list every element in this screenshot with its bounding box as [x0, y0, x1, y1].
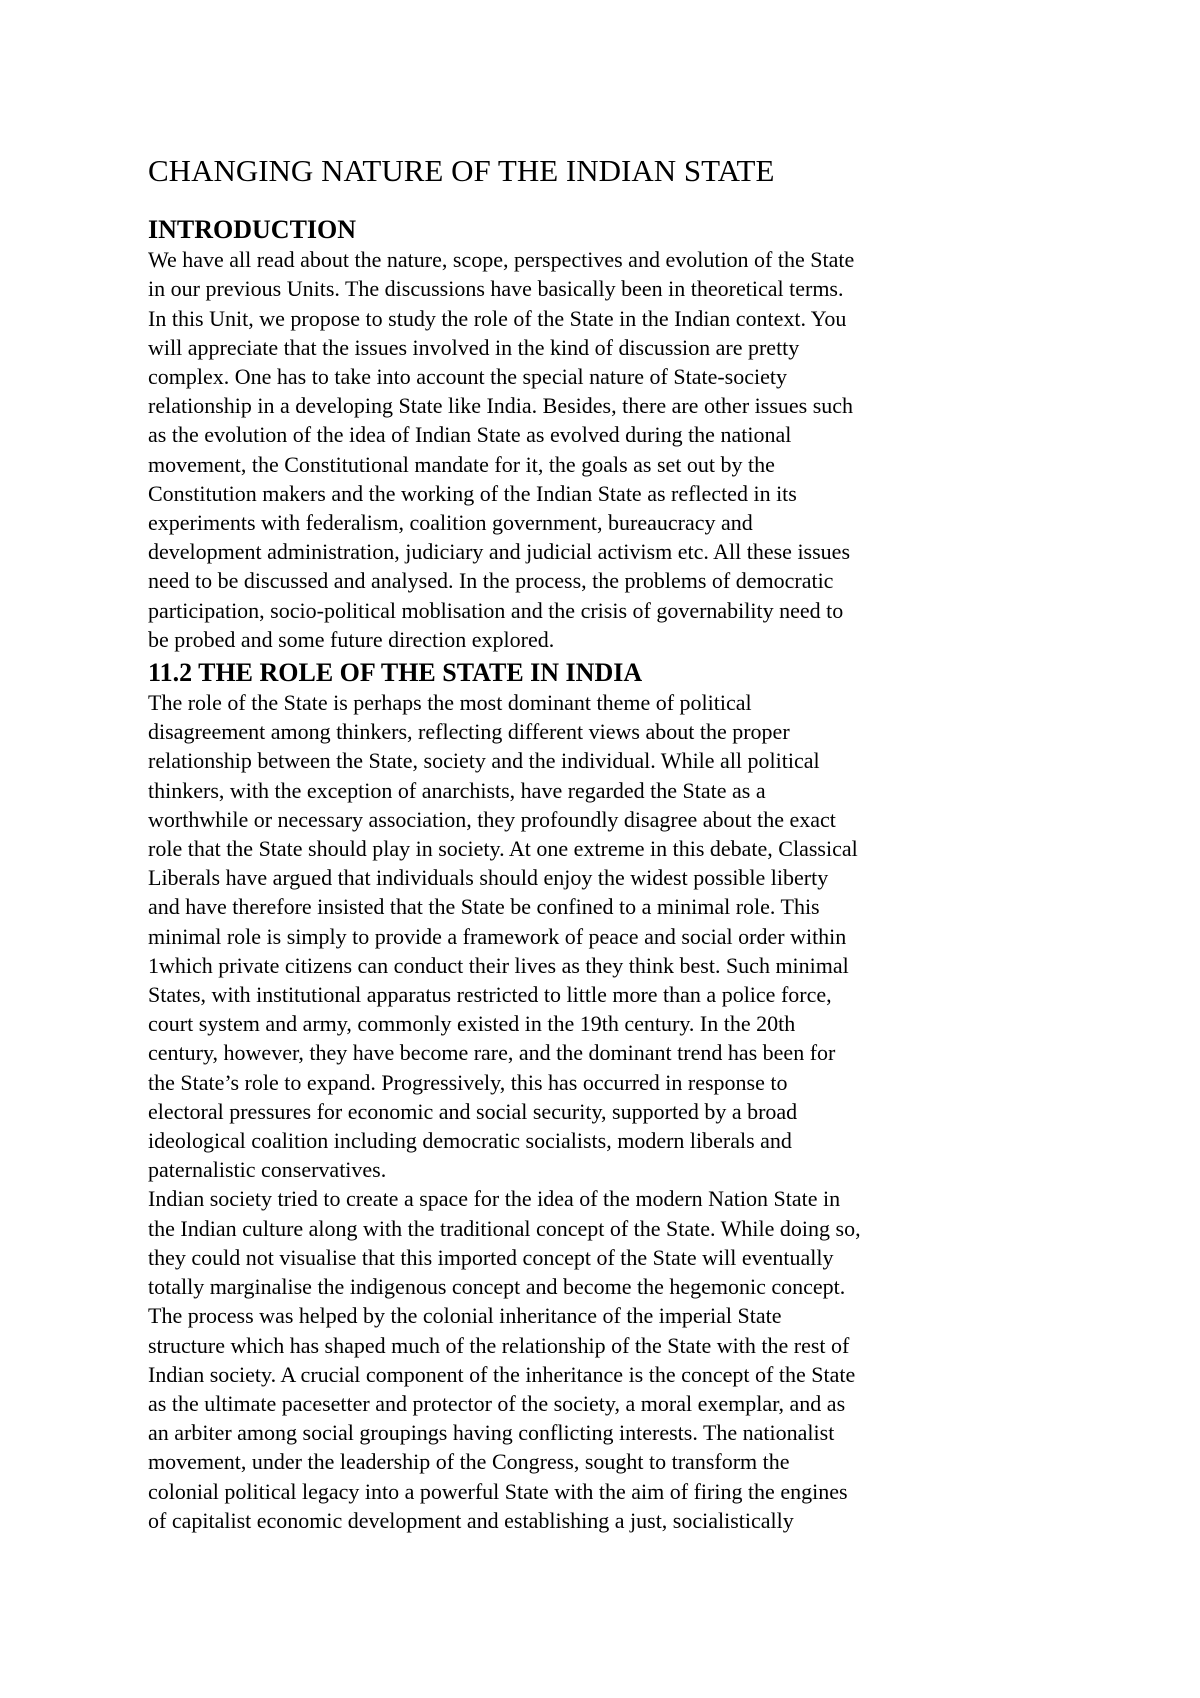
text-line: structure which has shaped much of the relationship of the State with the rest of	[148, 1332, 850, 1358]
document-body	[148, 215, 978, 1535]
text-line: the State’s role to expand. Progressively, this has occurred in response to	[148, 1069, 788, 1095]
text-line: the Indian culture along with the traditional concept of the State. While doing so,	[148, 1215, 861, 1241]
text-line: will appreciate that the issues involved in the kind of discussion are pretty	[148, 334, 800, 360]
text-line: paternalistic conservatives.	[148, 1157, 387, 1183]
paragraph	[148, 245, 978, 654]
text-line: Indian society. A crucial component of the inheritance is the concept of the State	[148, 1361, 856, 1387]
text-line: century, however, they have become rare, and the dominant trend has been for	[148, 1040, 836, 1066]
text-line: Indian society tried to create a space for the idea of the modern Nation State in	[148, 1186, 841, 1212]
text-line: court system and army, commonly existed in the 19th century. In the 20th	[148, 1011, 796, 1037]
text-line: and have therefore insisted that the State be confined to a minimal role. This	[148, 894, 820, 920]
page-title: CHANGING NATURE OF THE INDIAN STATE	[148, 153, 775, 188]
text-line: development administration, judiciary and judicial activism etc. All these issues	[148, 539, 851, 565]
text-line: they could not visualise that this imported concept of the State will eventually	[148, 1244, 834, 1270]
text-line: worthwhile or necessary association, they profoundly disagree about the exact	[148, 806, 836, 832]
text-line: The process was helped by the colonial inheritance of the imperial State	[148, 1303, 782, 1329]
text-line: relationship in a developing State like India. Besides, there are other issues such	[148, 393, 854, 419]
text-line: Liberals have argued that individuals should enjoy the widest possible liberty	[148, 865, 829, 891]
text-line: disagreement among thinkers, reflecting different views about the proper	[148, 719, 790, 745]
text-line: role that the State should play in society. At one extreme in this debate, Classical	[148, 836, 858, 862]
text-line: totally marginalise the indigenous concept and become the hegemonic concept.	[148, 1274, 846, 1300]
text-line: as the evolution of the idea of Indian State as evolved during the national	[148, 422, 792, 448]
text-line: thinkers, with the exception of anarchists, have regarded the State as a	[148, 777, 766, 803]
text-line: movement, under the leadership of the Congress, sought to transform the	[148, 1449, 790, 1475]
text-line: be probed and some future direction explored.	[148, 626, 555, 652]
document-page	[148, 140, 978, 1535]
paragraph	[148, 1184, 978, 1534]
text-line: of capitalist economic development and establishing a just, socialistically	[148, 1507, 794, 1533]
text-line: We have all read about the nature, scope, perspectives and evolution of the State	[148, 247, 855, 273]
text-line: In this Unit, we propose to study the role of the State in the Indian context. You	[148, 305, 847, 331]
text-line: need to be discussed and analysed. In the process, the problems of democratic	[148, 568, 834, 594]
text-line: minimal role is simply to provide a framework of peace and social order within	[148, 923, 847, 949]
section-heading-introduction: INTRODUCTION	[148, 215, 357, 245]
text-line: colonial political legacy into a powerful State with the aim of firing the engines	[148, 1478, 848, 1504]
text-line: as the ultimate pacesetter and protector of the society, a moral exemplar, and as	[148, 1390, 846, 1416]
paragraph	[148, 688, 978, 1184]
section-heading-role-of-state: 11.2 THE ROLE OF THE STATE IN INDIA	[148, 658, 643, 688]
text-line: in our previous Units. The discussions have basically been in theoretical terms.	[148, 276, 844, 302]
text-line: relationship between the State, society and the individual. While all political	[148, 748, 820, 774]
text-line: complex. One has to take into account the special nature of State-society	[148, 364, 787, 389]
text-line: experiments with federalism, coalition government, bureaucracy and	[148, 510, 753, 536]
text-line: participation, socio-political moblisation and the crisis of governability need to	[148, 597, 844, 623]
text-line: 1which private citizens can conduct their lives as they think best. Such minimal	[148, 952, 849, 978]
text-line: States, with institutional apparatus restricted to little more than a police force,	[148, 982, 832, 1008]
text-line: The role of the State is perhaps the most dominant theme of political	[148, 690, 752, 716]
text-line: movement, the Constitutional mandate for it, the goals as set out by the	[148, 451, 775, 477]
text-line: an arbiter among social groupings having conflicting interests. The nationalist	[148, 1420, 835, 1446]
text-line: Constitution makers and the working of the Indian State as reflected in its	[148, 480, 797, 506]
text-line: ideological coalition including democratic socialists, modern liberals and	[148, 1128, 792, 1154]
text-line: electoral pressures for economic and social security, supported by a broad	[148, 1098, 798, 1124]
